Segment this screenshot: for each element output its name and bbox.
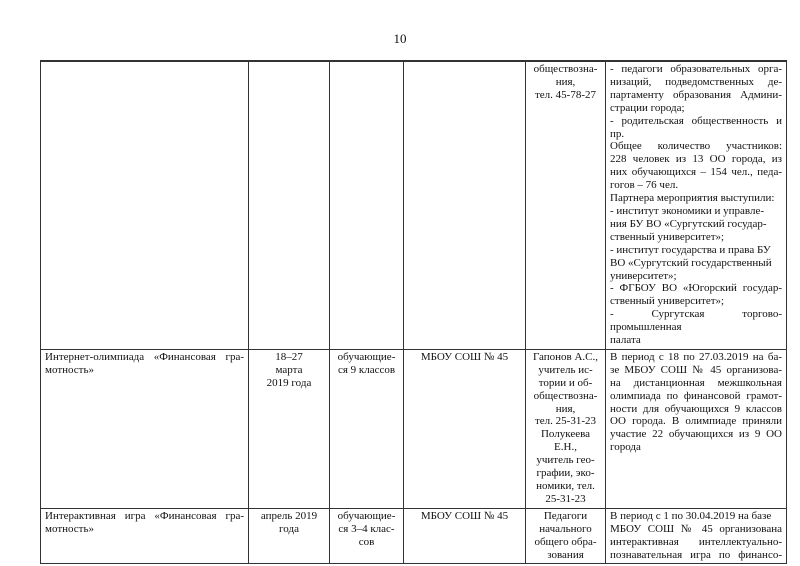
result-line: страции города; [610,101,685,114]
participants-line: ся 9 классов [337,363,396,376]
result-line: низаций, подведомственных де- [610,75,782,88]
responsible-line: Гапонов А.С., [532,350,599,363]
event-cell [41,61,249,349]
result-line: города [610,441,641,454]
result-line: ВО «Сургутский государственный [610,256,772,269]
responsible-cell [526,349,606,508]
result-cell [606,508,787,564]
venue-cell: МБОУ СОШ № 45 [404,349,526,508]
responsible-cell [526,508,606,564]
result-line: гогов – 76 чел. [610,179,679,192]
dates-line: апрель 2019 [260,509,318,522]
event-line: Интерактивная игра «Финансовая гра- [45,509,244,522]
result-line: ственный университет»; [610,230,725,243]
responsible-line: тел. 45-78-27 [534,88,596,101]
result-line: В период с 18 по 27.03.2019 на ба- [610,350,782,363]
event-cell [41,349,249,508]
responsible-line: Полукеева [540,428,591,441]
result-line: МБОУ СОШ № 45 организована [610,522,782,535]
responsible-line: Педагоги [543,509,588,522]
result-line: познавательная игра по финансо- [610,548,782,561]
result-line: ния БУ ВО «Сургутский государ- [610,217,767,230]
responsible-line: зования [547,548,584,561]
result-cell [606,61,787,349]
result-line: ственный университет»; [610,295,725,308]
venue-cell [404,61,526,349]
result-line: Партнера мероприятия выступили: [610,192,775,205]
result-line: ности для обучающихся 9 классов [610,402,782,415]
dates-line: года [279,522,299,535]
result-line: интерактивная интеллектуально- [610,535,782,548]
result-line: на дистанционная межшкольная [610,376,782,389]
dates-cell [249,349,330,508]
dates-cell [249,61,330,349]
responsible-line: графии, эко- [536,467,595,480]
result-line: зе МБОУ СОШ № 45 организова- [610,363,782,376]
event-line: мотность» [45,522,94,535]
responsible-line: номики, тел. [536,480,595,492]
dates-line: 18–27 [275,350,303,363]
result-line: участие 22 обучающихся из 9 ОО [610,428,782,441]
responsible-line: учитель ис- [538,363,593,376]
result-line: палата [610,334,641,347]
result-line: - родительская общественность и [610,114,782,127]
result-line: ОО города. В олимпиаде приняли [610,415,782,428]
result-line: 228 человек из 13 ОО города, из [610,153,782,166]
table-row [41,349,787,508]
events-table [40,60,787,564]
responsible-line: учитель гео- [536,454,595,467]
responsible-cell [526,61,606,349]
result-line: олимпиада по финансовой грамот- [610,389,782,402]
table-row [41,61,787,349]
dates-line: 2019 года [266,376,312,389]
result-line: партаменту образования Админи- [610,88,782,101]
responsible-line: Е.Н., [554,441,577,454]
result-line: - институт экономики и управле- [610,204,764,217]
participants-cell [330,349,404,508]
responsible-line: 25-31-23 [545,492,586,505]
dates-cell [249,508,330,564]
event-line: мотность» [45,363,94,376]
responsible-line: ния, [555,75,576,88]
responsible-line: тории и об- [538,376,593,389]
participants-line: сов [358,535,375,548]
responsible-line: начального [539,522,592,535]
result-line: Общее количество участников: [610,140,782,153]
result-line: - ФГБОУ ВО «Югорский государ- [610,282,782,295]
result-line: - Сургутская торгово-промышленная [610,308,782,334]
table-row [41,508,787,564]
event-line: Интернет-олимпиада «Финансовая гра- [45,350,244,363]
participants-cell [330,508,404,564]
participants-line: ся 3–4 клас- [338,522,395,535]
result-line: В период с 1 по 30.04.2019 на базе [610,509,772,522]
result-line: - педагоги образовательных орга- [610,63,782,75]
responsible-line: тел. 25-31-23 [534,415,596,428]
result-line: пр. [610,127,625,140]
dates-line: марта [275,363,303,376]
responsible-line: обществозна- [533,63,598,75]
result-cell [606,349,787,508]
result-line: - институт государства и права БУ [610,243,771,256]
participants-line: обучающие- [337,509,396,522]
venue-cell: МБОУ СОШ № 45 [404,508,526,564]
responsible-line: обществозна- [533,389,598,402]
responsible-line: общего обра- [534,535,597,548]
result-line: университет»; [610,269,677,282]
responsible-line: ния, [555,402,576,415]
participants-cell [330,61,404,349]
participants-line: обучающие- [337,350,396,363]
event-cell [41,508,249,564]
result-line: них обучающихся – 154 чел., педа- [610,166,782,179]
page-number: 10 [393,31,407,46]
